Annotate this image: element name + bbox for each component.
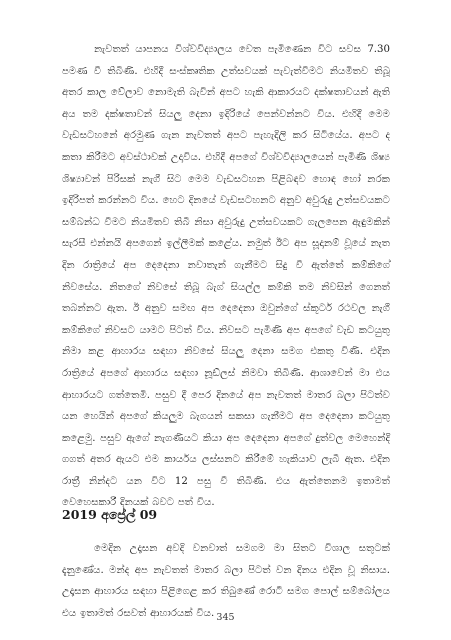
body-paragraph: මෙදින උදෑසන අවදි වනවාත් සමගම මා සිතට විශාල සතුටක් දැනුණේය. මන්ද අප නැවතත් මාතර බලා පිටත් වන දිනය එදින වූ නිසාය. උදෑසන ආහාරය සඳහා පිළිගෙළ කර තිබුණේ රොටී සමග පොල් සම්බෝලය එය ඉතාමත් රසවත් ආහාරයක් විය.: [62, 543, 390, 619]
date-heading: 2019 අප්‍රේල් 09: [62, 507, 158, 522]
page-number: 345: [216, 612, 235, 623]
body-paragraph: නැවතත් යාපනය විශ්වවිද්‍යාලය වෙත පැමිණෙන විට සවස 7.30 පමණ වී තිබිණි. එහිදී සංස්කෘතික උත්සවයක් පැවැත්වීමට නියමිතව තිබූ අතර කාල වේලාව නොමැති බැවින් අපට හැකි ආකාරයට දක්ෂතාවයන් ඇති අය තම දක්ෂතාවන් සියලු දෙනා ඉදිරියේ පෙන්වන්නට විය. එහිදී මෙම වැඩසටහනේ අරමුණ ගැන නැවතත් අපට පැහැදිලි කර සිටියේය. අපට ද කතා කිරීමට අවස්ථාවක් උදාවිය. එහිදී අපගේ විශ්වවිද්‍යාලයෙන් පැමිණි ශිෂ්‍ය ශිෂ්‍යාවන් පිරිසක් නැගී සිට මෙම වැඩසටහන පිළිබඳව හොඳ හෝ නරක ඉදිරිපත් කරන්නට විය. හෙට දිනයේ වැඩසටහනට අනුව අවුරුදු උත්සවයකට සම්බන්ධ වීමට නියමිතව තිබී නිසා අවුරුදු උත්සවයකට ගැලපෙන ඇඳුමකින් සැරසී එන්නයි අපගෙන් ඉල්ලීමක් කළේය. නමුත් ඊට අප සූදානම් වූයේ නැත දින රාත්‍රියේ අප දෙදෙනා නවාතැන් ගැනීමට සිදු වී ඇත්තේ කම්කිගේ නිවසේය. නිතගේ නිවසේ තිබූ බැග් සියල්ල කම්කි තම නිවසින් ගෙනත් තබන්නට ඇත. ඊ අනුව සමඟ අප දෙදෙනා ඔවුන්ගේ ස්කූටර් රථවල නැගී කම්කිගේ නිවසට යාමට පිටත් විය. නිවසට පැමිණි අප අපගේ වැඩ කටයුතු නිමා කළ ආහාරය සඳහා නිවසේ සියලු දෙනා සමග එකතු විණි. එදින රාත්‍රියේ අපගේ ආහාරය සඳහා නූඩ්ලස් නිමවා තිබිණි. ආශාවෙන් මා එය ආහාරයට ගත්තෙමි. පසුව දී පෙර දිනයේ අප නැවතත් මාතර බලා පිටත්ව යන හෙයින් අපගේ කියලුම බැගයන් සකසා ගැනීමට අප දෙදෙනා කටයුතු කළෙමු. පසුව ඇගේ නැගණියට කියා අප දෙදෙනා අපගේ දුත්වල මෙහෙන්දි ගගත් අතර ඇයට එම කාර්යය ලස්සනට කිරීමේ හැකියාව ලැබී ඇත. එදින රාත්‍රී නින්දට යන විට 12 පසු වී තිබිණි. එය ඇත්තෙනම ඉතාමත් වෙහෙසකාරී දිනයක් බවට පත් විය.: [62, 44, 390, 509]
